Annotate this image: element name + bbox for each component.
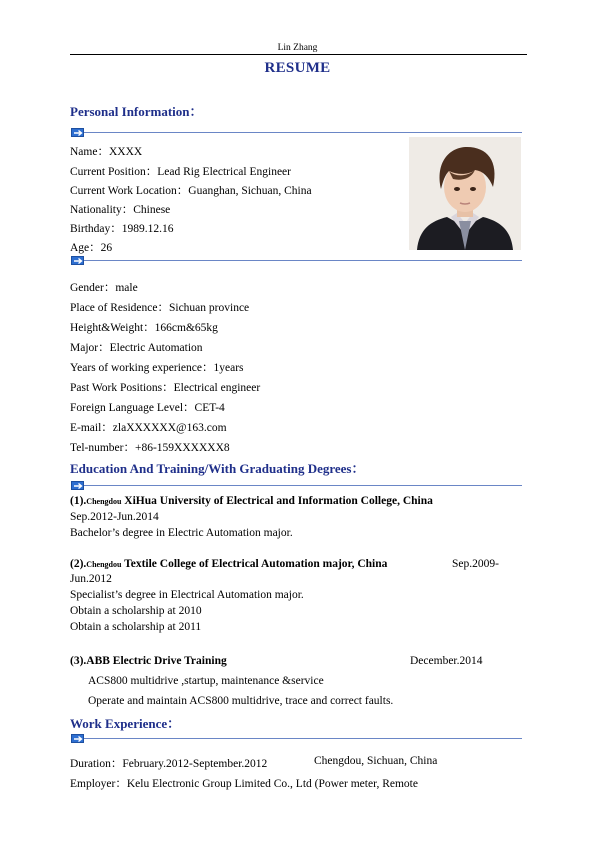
personal-phone: Tel-number：+86-159XXXXXX8 [70,442,230,454]
header-rule [70,54,527,55]
personal-major: Major：Electric Automation [70,342,203,354]
education-2-number: (2). [70,558,87,570]
education-2-dates-start: Sep.2009- [452,558,499,570]
personal-residence: Place of Residence：Sichuan province [70,302,250,314]
education-2-school: Textile College of Electrical Automation major, China [124,558,388,570]
arrow-right-icon [71,481,84,490]
section-divider [71,481,522,490]
education-3-detail-1: ACS800 multidrive ,startup, maintenance &service [88,675,324,687]
profile-photo [409,137,521,250]
education-1-school: XiHua University of Electrical and Information College, China [124,495,433,507]
personal-experience: Years of working experience：1years [70,362,244,374]
education-1-number: (1). [70,495,87,507]
arrow-right-icon [71,734,84,743]
personal-gender: Gender：male [70,282,138,294]
arrow-right-icon [71,128,84,137]
education-3-heading: (3).ABB Electric Drive Training [70,655,227,667]
education-1-dates: Sep.2012-Jun.2014 [70,511,159,523]
personal-location: Current Work Location：Guanghan, Sichuan, China [70,185,312,197]
education-3-date: December.2014 [410,655,483,667]
work-employer: Employer：Kelu Electronic Group Limited Co., Ltd (Power meter, Remote [70,778,418,790]
section-personal-title: Personal Information： [70,104,203,119]
personal-nationality: Nationality：Chinese [70,204,171,216]
section-education-title: Education And Training/With Graduating Degrees： [70,461,365,476]
education-1-degree: Bachelor’s degree in Electric Automation major. [70,527,293,539]
section-divider [71,256,522,265]
education-2-degree: Specialist’s degree in Electrical Automation major. [70,589,304,601]
personal-birthday: Birthday：1989.12.16 [70,223,174,235]
personal-past-positions: Past Work Positions：Electrical engineer [70,382,261,394]
header-name: Lin Zhang [277,43,318,53]
education-1-heading [70,495,433,507]
education-2-scholarship-2011: Obtain a scholarship at 2011 [70,621,202,633]
personal-age: Age：26 [70,242,113,254]
personal-position: Current Position：Lead Rig Electrical Engineer [70,166,291,178]
education-3-detail-2: Operate and maintain ACS800 multidrive, trace and correct faults. [88,695,394,707]
education-2-dates-end: Jun.2012 [70,573,112,585]
education-1-city: Chengdou [86,497,122,506]
section-work-title: Work Experience： [70,716,181,731]
education-2-scholarship-2010: Obtain a scholarship at 2010 [70,605,202,617]
personal-height-weight: Height&Weight：166cm&65kg [70,322,218,334]
section-divider [71,734,522,743]
personal-language: Foreign Language Level：CET-4 [70,402,225,414]
work-duration: Duration：February.2012-September.2012 [70,758,268,770]
education-2-heading [70,558,387,570]
work-location: Chengdou, Sichuan, China [314,755,438,767]
personal-email[interactable]: E-mail：zlaXXXXXX@163.com [70,422,227,434]
arrow-right-icon [71,256,84,265]
section-divider [71,128,522,137]
education-2-city: Chengdou [86,560,122,569]
page-title: RESUME [264,60,331,76]
personal-name: Name：XXXX [70,146,143,158]
